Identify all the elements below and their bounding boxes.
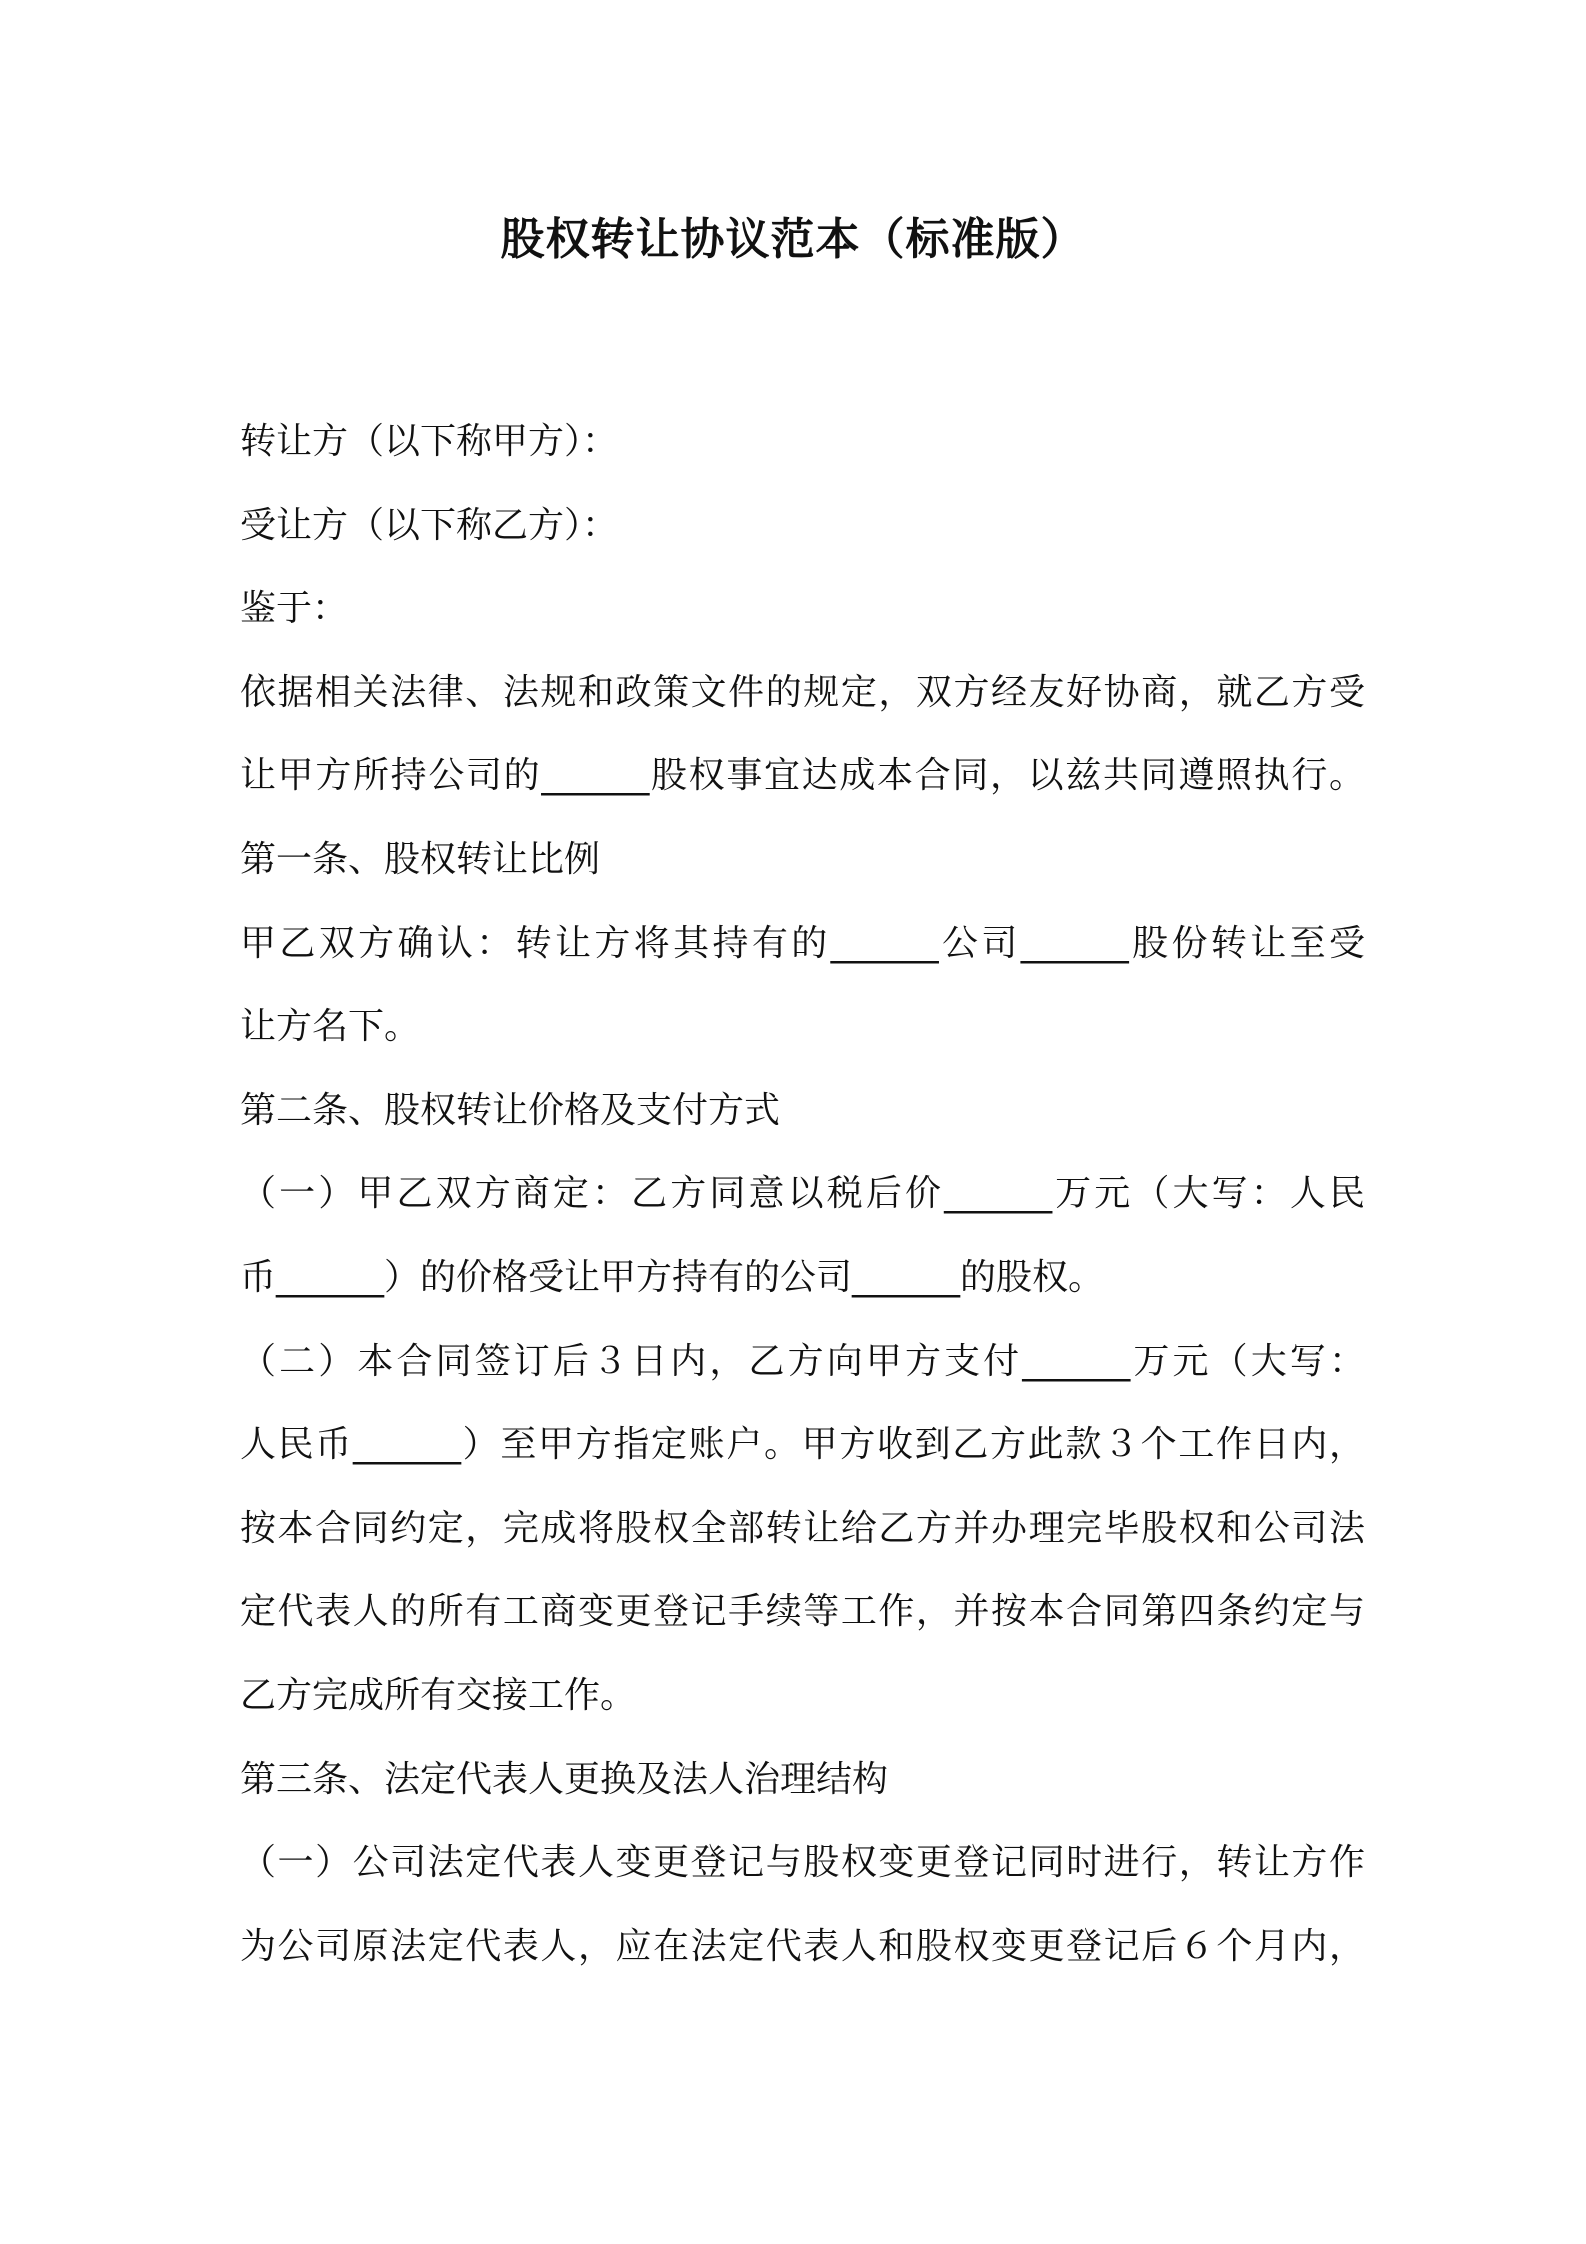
- line-article-2-2c: 按本合同约定，完成将股权全部转让给乙方并办理完毕股权和公司法: [240, 1507, 1365, 1549]
- line-article-1-2: 让方名下。: [240, 1006, 421, 1048]
- line-transferor: 转让方（以下称甲方）：: [240, 421, 619, 462]
- line-article-1-1: 甲乙双方确认：转让方将其持有的______公司______股份转让至受: [240, 922, 1365, 964]
- line-article-2-2d: 定代表人的所有工商变更登记手续等工作，并按本合同第四条约定与: [240, 1591, 1365, 1633]
- line-transferee: 受让方（以下称乙方）：: [240, 504, 619, 546]
- document-body: [240, 400, 1365, 1988]
- document-title: 股权转让协议范本（标准版）: [500, 214, 1086, 265]
- line-article-3-1a: （一）公司法定代表人变更登记与股权变更登记同时进行，转让方作: [240, 1842, 1365, 1884]
- line-article-2-2e: 乙方完成所有交接工作。: [240, 1674, 637, 1716]
- line-basis-2: 让甲方所持公司的______股权事宜达成本合同，以兹共同遵照执行。: [240, 755, 1365, 797]
- line-article-2-1b: 币______）的价格受让甲方持有的公司______的股权。: [240, 1256, 1105, 1298]
- line-article-2-2b: 人民币______）至甲方指定账户。甲方收到乙方此款３个工作日内，: [240, 1424, 1365, 1466]
- heading-article-1: 第一条、股权转让比例: [240, 838, 601, 880]
- line-article-3-1b: 为公司原法定代表人，应在法定代表人和股权变更登记后６个月内，: [240, 1925, 1365, 1967]
- line-article-2-2a: （二）本合同签订后３日内，乙方向甲方支付______万元（大写：: [240, 1340, 1365, 1382]
- line-basis-1: 依据相关法律、法规和政策文件的规定，双方经友好协商，就乙方受: [240, 671, 1365, 713]
- line-whereas: 鉴于：: [240, 588, 349, 630]
- heading-article-2: 第二条、股权转让价格及支付方式: [240, 1089, 781, 1131]
- heading-article-3: 第三条、法定代表人更换及法人治理结构: [240, 1758, 889, 1800]
- line-article-2-1a: （一）甲乙双方商定：乙方同意以税后价______万元（大写：人民: [240, 1173, 1365, 1215]
